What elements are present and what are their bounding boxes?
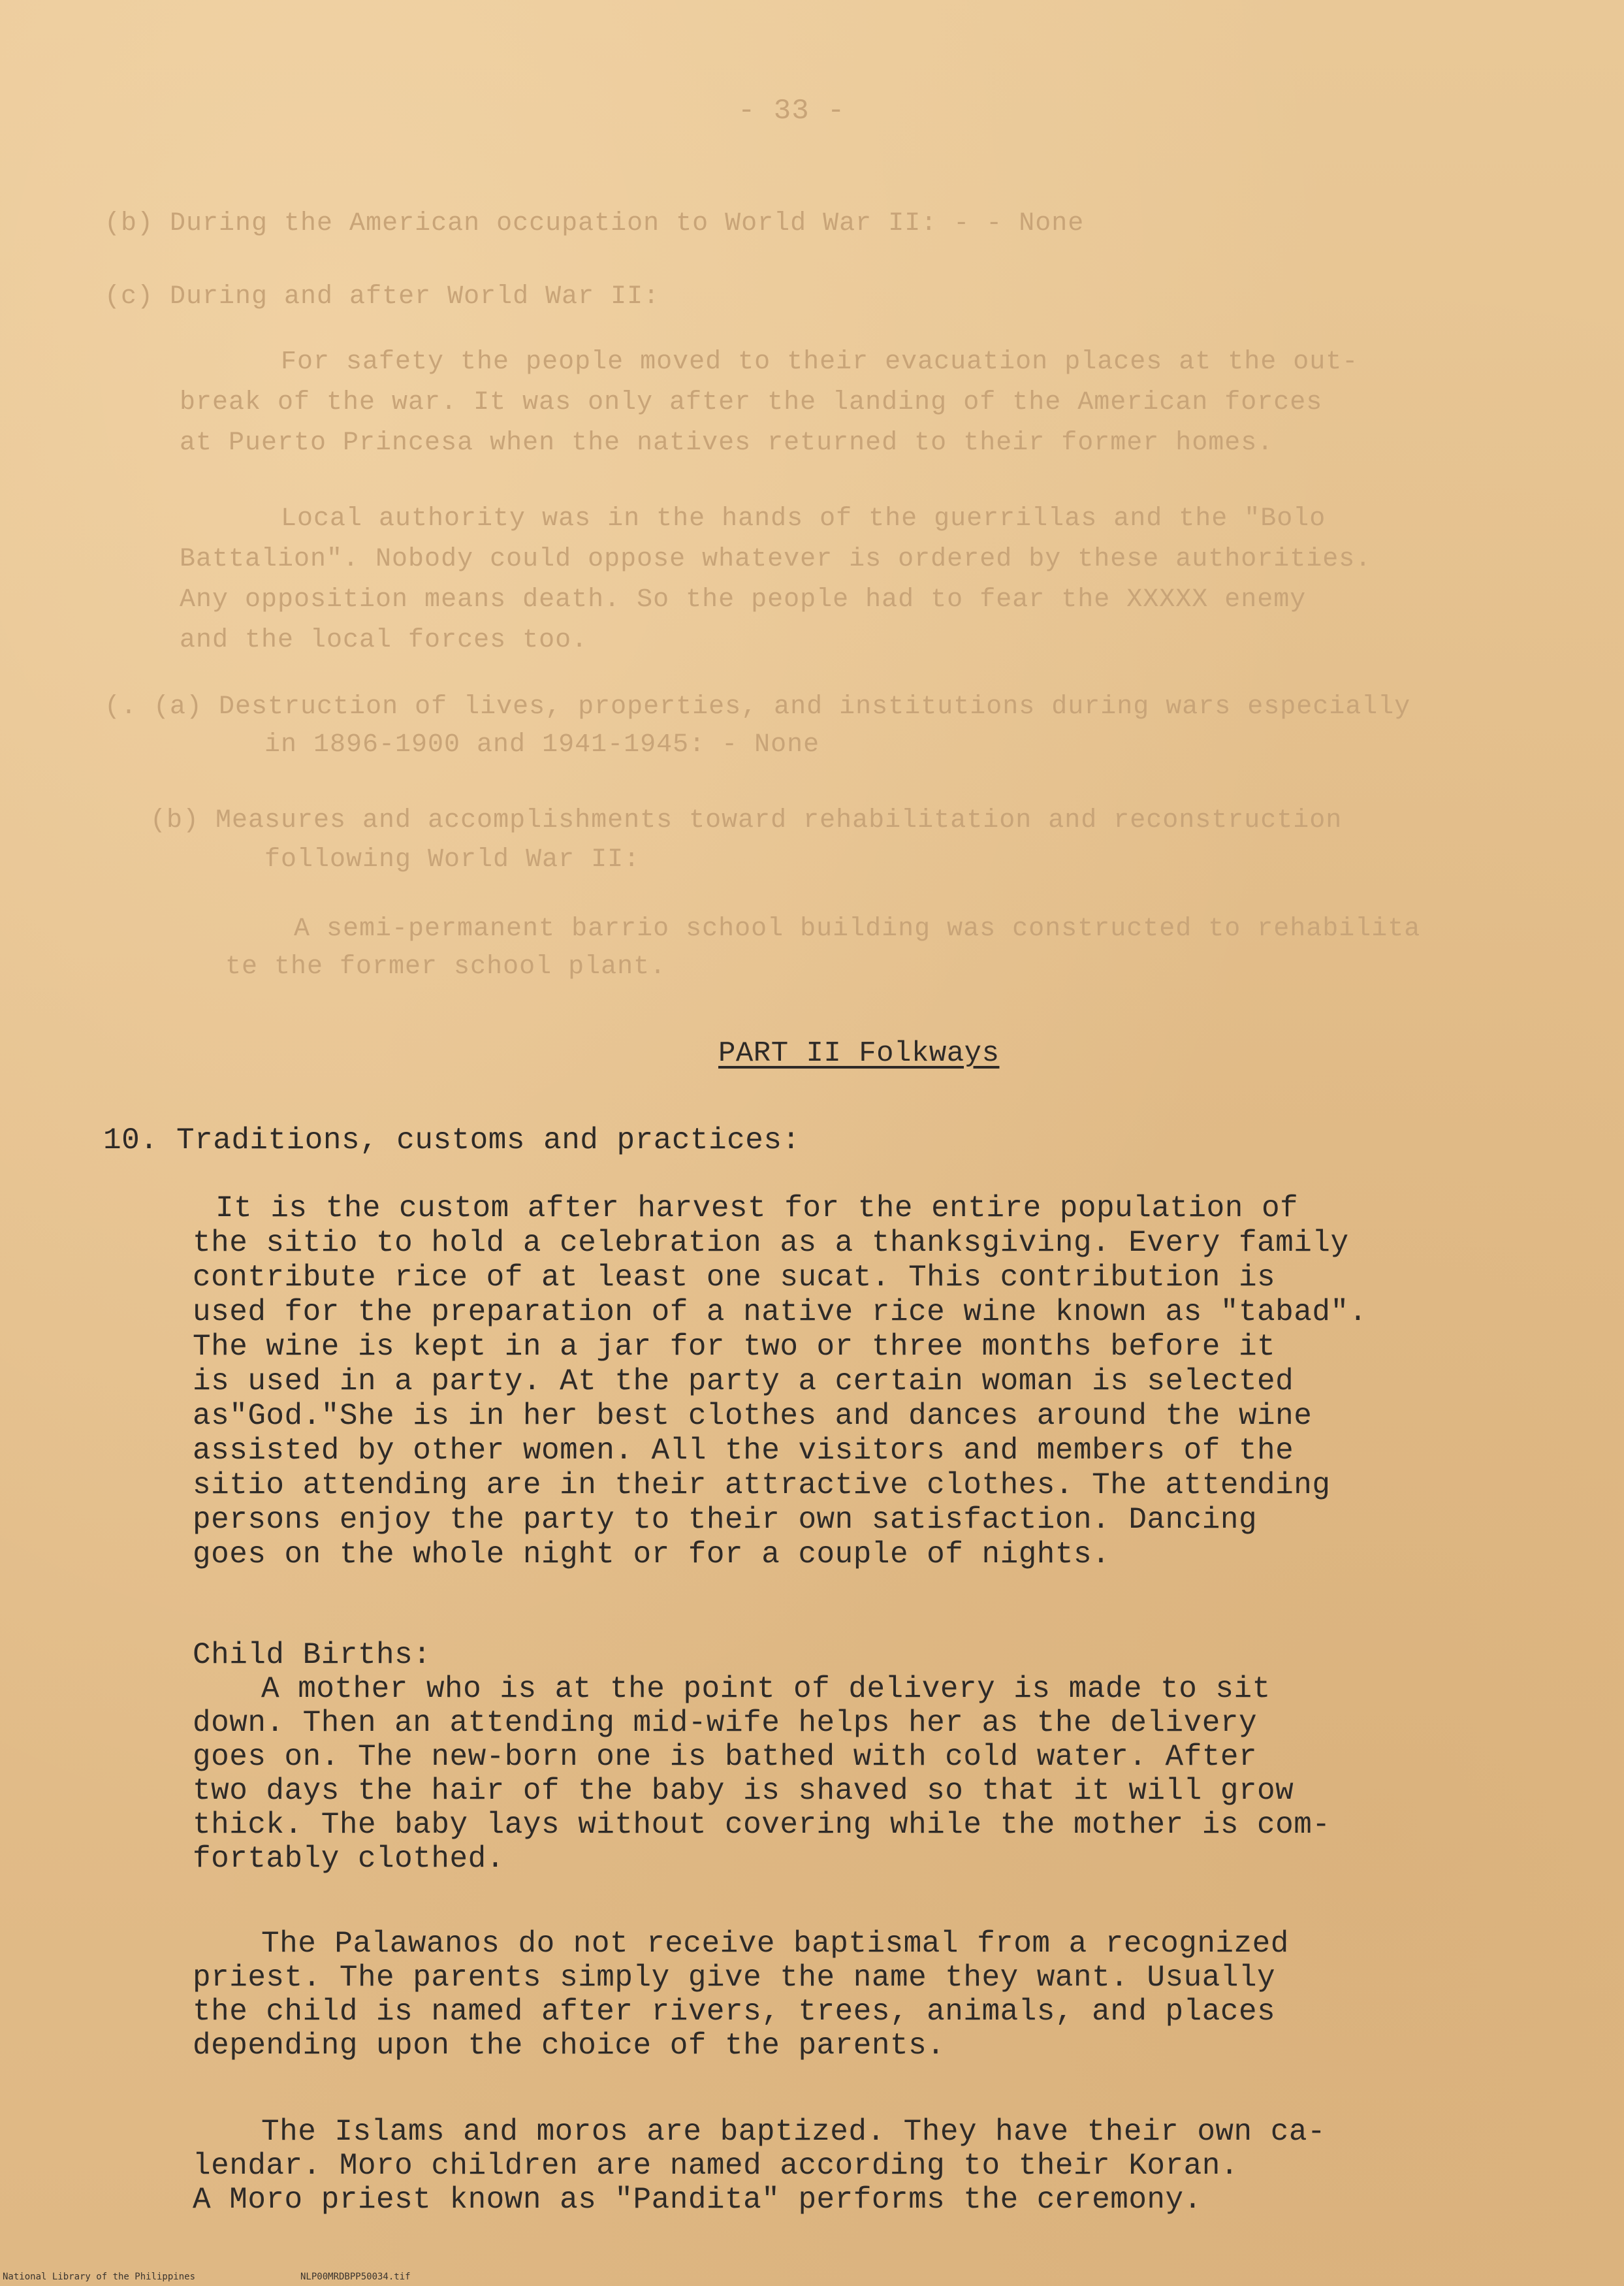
para-custom-line: the sitio to hold a celebration as a thanksgiving. Every family [193,1226,1349,1260]
para-custom-line: is used in a party. At the party a certain woman is selected [193,1364,1294,1398]
para-custom-line: as"God."She is in her best clothes and dances around the wine [193,1399,1313,1433]
para-islams-line: A Moro priest known as "Pandita" performs the ceremony. [193,2183,1202,2217]
item-10-number: 10. [103,1123,159,1157]
para-local-line: Local authority was in the hands of the guerrillas and the "Bolo [281,504,1326,534]
para-child-line: fortably clothed. [193,1842,505,1876]
item-9b-line: following World War II: [264,845,641,875]
para-child-line: A mother who is at the point of delivery is made to sit [261,1672,1271,1706]
para-custom-line: sitio attending are in their attractive clothes. The attending [193,1468,1331,1502]
para-safety-line: break of the war. It was only after the landing of the American forces [180,388,1323,417]
item-10-heading: Traditions, customs and practices: [176,1123,801,1157]
para-child-line: thick. The baby lays without covering while the mother is com- [193,1808,1331,1842]
footer-filename: NLP00MRDBPP50034.tif [300,2272,411,2282]
para-custom-line: The wine is kept in a jar for two or three months before it [193,1330,1276,1364]
para-islams-line: lendar. Moro children are named according to their Koran. [193,2149,1239,2183]
para-local-line: Any opposition means death. So the people had to fear the XXXXX enemy [180,585,1307,615]
section-c-heading: (c) During and after World War II: [104,282,660,312]
para-custom-line: goes on the whole night or for a couple of nights. [193,1537,1111,1571]
child-births-heading: Child Births: [193,1638,432,1672]
para-custom-line: assisted by other women. All the visitors and members of the [193,1434,1294,1468]
item-9a-line: (. (a) Destruction of lives, properties, and institutions during wars especially [104,692,1411,722]
item-9b-line: (b) Measures and accomplishments toward rehabilitation and reconstruction [150,806,1343,835]
para-custom-line: contribute rice of at least one sucat. This contribution is [193,1261,1276,1295]
section-b-american: (b) During the American occupation to World War II: - - None [104,209,1085,238]
para-local-line: Battalion". Nobody could oppose whatever is ordered by these authorities. [180,545,1372,574]
para-child-line: two days the hair of the baby is shaved so that it will grow [193,1774,1294,1808]
para-islams-line: The Islams and moros are baptized. They have their own ca- [261,2115,1326,2149]
para-safety-line: at Puerto Princesa when the natives returned to their former homes. [180,428,1274,458]
para-school-line: te the former school plant. [225,952,667,982]
para-custom-line: It is the custom after harvest for the entire population of [215,1191,1299,1225]
footer-library: National Library of the Philippines [3,2272,196,2282]
para-child-line: goes on. The new-born one is bathed with cold water. After [193,1740,1258,1774]
para-custom-line: used for the preparation of a native rice wine known as "tabad". [193,1295,1367,1329]
para-palawanos-line: priest. The parents simply give the name they want. Usually [193,1961,1276,1995]
para-custom-line: persons enjoy the party to their own satisfaction. Dancing [193,1503,1258,1537]
para-palawanos-line: the child is named after rivers, trees, animals, and places [193,1995,1276,2029]
part-title: PART II Folkways [718,1037,1000,1070]
item-9a-line: in 1896-1900 and 1941-1945: - None [264,730,820,760]
para-local-line: and the local forces too. [180,626,588,655]
para-safety-line: For safety the people moved to their evacuation places at the out- [281,347,1359,377]
para-palawanos-line: depending upon the choice of the parents. [193,2029,946,2063]
para-child-line: down. Then an attending mid-wife helps her as the delivery [193,1706,1258,1740]
para-palawanos-line: The Palawanos do not receive baptismal from a recognized [261,1927,1289,1961]
para-school-line: A semi-permanent barrio school building was constructed to rehabilita [294,914,1421,944]
page-number: - 33 - [738,95,846,127]
